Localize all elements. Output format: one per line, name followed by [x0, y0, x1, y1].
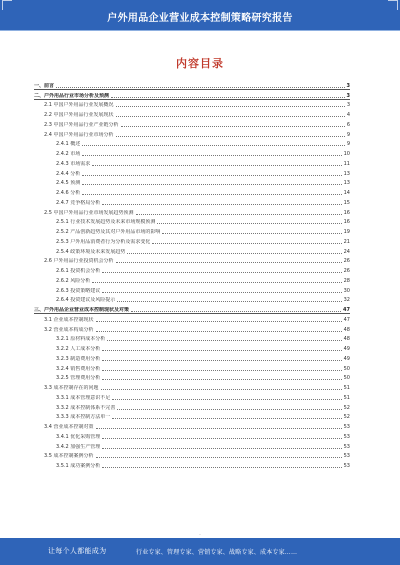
toc-leader-dots	[116, 262, 342, 263]
toc-entry-page: 3	[346, 82, 350, 89]
toc-leader-dots	[116, 106, 345, 107]
report-title: 户外用品企业营业成本控制策略研究报告	[107, 13, 293, 24]
toc-entry-label: 2.4.1 概述	[56, 141, 81, 148]
toc-leader-dots	[112, 399, 341, 400]
toc-entry-label: 3.4.1 优化采购管理	[56, 433, 101, 440]
toc-leader-dots	[121, 126, 345, 127]
toc-entry-page: 13	[343, 170, 350, 177]
toc-leader-dots	[111, 97, 345, 98]
toc-entry[interactable]	[34, 304, 350, 314]
toc-entry-label: 3.3 成本控制存在的问题	[44, 385, 99, 391]
toc-leader-dots	[82, 155, 341, 156]
toc-entry-label: 3.3.2 成本控制体系不完善	[56, 404, 116, 411]
toc-entry-label: 3.5.1 成功案例分析	[56, 463, 101, 469]
toc-leader-dots	[112, 418, 341, 419]
footer-roles: 行业专家、管理专家、营销专家、战略专家、成本专家……	[136, 549, 298, 556]
toc-entry[interactable]	[34, 197, 350, 207]
toc-leader-dots	[127, 253, 341, 254]
toc-entry[interactable]	[34, 168, 350, 178]
toc-leader-dots	[82, 184, 341, 185]
toc-entry-page: 47	[343, 316, 350, 323]
toc-entry-page: 53	[343, 463, 350, 469]
toc-leader-dots	[102, 272, 341, 273]
toc-entry-page: 21	[343, 238, 350, 245]
toc-entry-label: 2.4 中国户外用品行业市场分析	[44, 131, 114, 138]
toc-entry-label: 2.4.6 分析	[56, 190, 81, 196]
toc-leader-dots	[96, 457, 342, 458]
toc-leader-dots	[102, 350, 341, 351]
toc-leader-dots	[82, 175, 341, 176]
toc-entry[interactable]	[34, 109, 350, 119]
toc-entry-label: 2.6.3 投资策略建议	[56, 287, 101, 294]
toc-entry-label: 3.4 营业成本控制对策	[44, 424, 94, 430]
toc-entry[interactable]	[34, 392, 350, 402]
toc-entry[interactable]	[34, 100, 350, 110]
toc-entry-label: 2.5.1 行业技术发展趋势及未来市场规模预测	[56, 219, 156, 226]
toc-entry-label: 2.4.2 市场	[56, 151, 81, 157]
toc-entry[interactable]	[34, 129, 350, 139]
toc-leader-dots	[102, 379, 341, 380]
toc-entry-page: 9	[346, 141, 350, 148]
toc-entry[interactable]	[34, 285, 350, 295]
toc-entry-label: 3.2.4 销售费用分析	[56, 365, 101, 372]
toc-entry-page: 49	[343, 355, 350, 362]
toc-leader-dots	[162, 233, 341, 234]
toc-entry-label: 2.1 中国户外用品行业发展概况	[44, 102, 114, 109]
toc-entry-label: 3.1 企业成本控制现状	[44, 316, 94, 323]
toc-entry[interactable]	[34, 187, 350, 197]
toc-entry-label: 3.2.5 管理费用分析	[56, 375, 101, 382]
toc-entry-label: 2.6.1 投资机会分析	[56, 268, 101, 274]
toc-entry-label: 2.6 户外用品行业投资机会分析	[44, 258, 114, 265]
toc-leader-dots	[117, 409, 341, 410]
toc-entry[interactable]	[34, 421, 350, 431]
toc-entry-label: 2.5 中国户外用品行业市场发展趋势预测	[44, 209, 134, 216]
toc-entry[interactable]	[34, 217, 350, 227]
toc-leader-dots	[96, 331, 342, 332]
toc-entry[interactable]	[34, 431, 350, 441]
toc-entry-page: 13	[343, 180, 350, 187]
toc-entry[interactable]	[34, 451, 350, 461]
toc-entry[interactable]	[34, 460, 350, 470]
toc-leader-dots	[102, 438, 341, 439]
toc-entry[interactable]	[34, 226, 350, 236]
toc-entry-page: 4	[346, 112, 350, 118]
toc-leader-dots	[102, 467, 341, 468]
toc-entry-label: 一、前言	[34, 82, 55, 89]
toc-entry-label: 二、户外用品行业市场分析及预测	[34, 92, 110, 99]
toc-entry-page: 32	[343, 297, 350, 304]
toc-entry-page: 48	[343, 326, 350, 333]
toc-entry-label: 3.2 营业成本构成分析	[44, 326, 94, 333]
toc-entry[interactable]	[34, 314, 350, 324]
toc-entry-label: 3.4.2 加强生产管理	[56, 443, 101, 450]
toc-entry-label: 2.4.7 竞争格局分析	[56, 199, 101, 206]
toc-entry-page: 15	[343, 199, 350, 206]
toc-entry-label: 2.3 中国户外用品行业产业链分析	[44, 121, 119, 128]
toc-entry-page: 50	[343, 375, 350, 382]
page-header	[0, 0, 400, 30]
toc-entry-page: 51	[343, 385, 350, 391]
toc-entry-page: 19	[343, 229, 350, 235]
toc-leader-dots	[82, 194, 341, 195]
toc-entry[interactable]	[34, 334, 350, 344]
toc-leader-dots	[92, 282, 341, 283]
toc-entry-label: 2.5.2 产品创新趋势及其对户外用品市场的影响	[56, 229, 161, 235]
toc-entry-label: 3.3.3 成本控制方法单一	[56, 414, 111, 421]
toc-heading: 内容目录	[176, 57, 224, 70]
toc-entry[interactable]	[34, 295, 350, 305]
toc-entry-label: 2.6.2 风险分析	[56, 277, 91, 284]
toc-entry-label: 3.2.2 人工成本分析	[56, 346, 101, 352]
toc-entry-label: 3.3.1 成本管理意识不足	[56, 394, 111, 401]
toc-entry-label: 三、户外用品企业营业成本控制现状及对策	[34, 307, 130, 313]
toc-entry-page: 3	[346, 92, 350, 99]
toc-leader-dots	[157, 223, 341, 224]
toc-leader-dots	[136, 214, 342, 215]
toc-entry[interactable]	[34, 207, 350, 217]
toc-leader-dots	[102, 370, 341, 371]
toc-entry-page: 52	[343, 414, 350, 421]
page-number: -	[199, 532, 201, 537]
toc-entry[interactable]	[34, 119, 350, 129]
toc-entry-label: 2.4.3 市场需求	[56, 160, 91, 167]
toc-leader-dots	[116, 136, 345, 137]
toc-leader-dots	[116, 116, 345, 117]
toc-leader-dots	[152, 243, 341, 244]
toc-leader-dots	[102, 448, 341, 449]
toc-entry-page: 11	[343, 160, 350, 167]
toc-entry[interactable]	[34, 382, 350, 392]
toc-entry-page: 26	[343, 258, 350, 265]
toc-entry[interactable]	[34, 275, 350, 285]
toc-entry-page: 53	[343, 433, 350, 440]
toc-leader-dots	[56, 87, 345, 88]
toc-entry-label: 2.5.4 政策环境及未来发展趋势	[56, 248, 126, 255]
toc-entry-page: 16	[343, 219, 350, 226]
toc-entry[interactable]	[34, 246, 350, 256]
footer-slogan: 让每个人都能成为	[48, 547, 107, 555]
toc-entry[interactable]	[34, 80, 350, 90]
toc-entry-page: 24	[343, 248, 350, 255]
toc-entry-label: 2.4.4 分析	[56, 170, 81, 177]
toc-entry-page: 48	[343, 336, 350, 343]
toc-entry-label: 2.5.3 户外用品消费者行为分析及需求变化	[56, 238, 151, 245]
toc-entry-page: 53	[343, 424, 350, 430]
toc-entry-page: 30	[343, 287, 350, 294]
toc-entry-page: 9	[346, 131, 350, 138]
toc-entry-page: 53	[343, 453, 350, 460]
toc-leader-dots	[92, 165, 341, 166]
toc-entry-page: 26	[343, 268, 350, 274]
toc-entry-page: 52	[343, 404, 350, 411]
toc-entry[interactable]	[34, 441, 350, 451]
toc-entry-page: 3	[346, 102, 350, 109]
toc-entry-page: 53	[343, 443, 350, 450]
toc-entry-label: 2.6.4 投资建议及风险提示	[56, 297, 116, 304]
toc-leader-dots	[102, 204, 341, 205]
toc-entry-page: 14	[343, 190, 350, 196]
toc-entry-label: 3.2.3 制造费用分析	[56, 355, 101, 362]
toc-leader-dots	[131, 311, 341, 312]
toc-entry[interactable]	[34, 256, 350, 266]
toc-entry-label: 2.4.5 预测	[56, 180, 81, 187]
toc-entry-page: 47	[343, 307, 350, 313]
header-divider	[0, 30, 400, 31]
toc-entry[interactable]	[34, 412, 350, 422]
toc-leader-dots	[117, 301, 341, 302]
toc-entry[interactable]	[34, 353, 350, 363]
table-of-contents	[34, 80, 350, 470]
toc-leader-dots	[82, 145, 345, 146]
toc-leader-dots	[96, 321, 342, 322]
toc-entry[interactable]	[34, 236, 350, 246]
toc-entry-label: 3.5 成本控制案例分析	[44, 453, 94, 460]
toc-entry[interactable]	[34, 363, 350, 373]
toc-entry-page: 49	[343, 346, 350, 352]
toc-entry-page: 50	[343, 365, 350, 372]
toc-entry-label: 2.2 中国户外用品行业发展现状	[44, 112, 114, 118]
toc-entry-page: 6	[346, 121, 350, 128]
toc-entry[interactable]	[34, 90, 350, 100]
toc-entry[interactable]	[34, 178, 350, 188]
toc-leader-dots	[101, 389, 342, 390]
toc-entry[interactable]	[34, 265, 350, 275]
toc-leader-dots	[102, 292, 341, 293]
toc-entry-page: 10	[343, 151, 350, 157]
toc-entry[interactable]	[34, 324, 350, 334]
toc-entry-page: 51	[343, 394, 350, 401]
toc-entry[interactable]	[34, 158, 350, 168]
toc-leader-dots	[107, 340, 341, 341]
toc-leader-dots	[96, 428, 342, 429]
toc-entry-page: 16	[343, 209, 350, 216]
page-footer	[0, 538, 400, 565]
toc-entry[interactable]	[34, 343, 350, 353]
toc-leader-dots	[102, 360, 341, 361]
toc-entry[interactable]	[34, 402, 350, 412]
toc-entry-page: 28	[343, 277, 350, 284]
toc-entry-label: 3.2.1 原材料成本分析	[56, 336, 106, 343]
toc-entry[interactable]	[34, 148, 350, 158]
toc-entry[interactable]	[34, 139, 350, 149]
toc-entry[interactable]	[34, 373, 350, 383]
